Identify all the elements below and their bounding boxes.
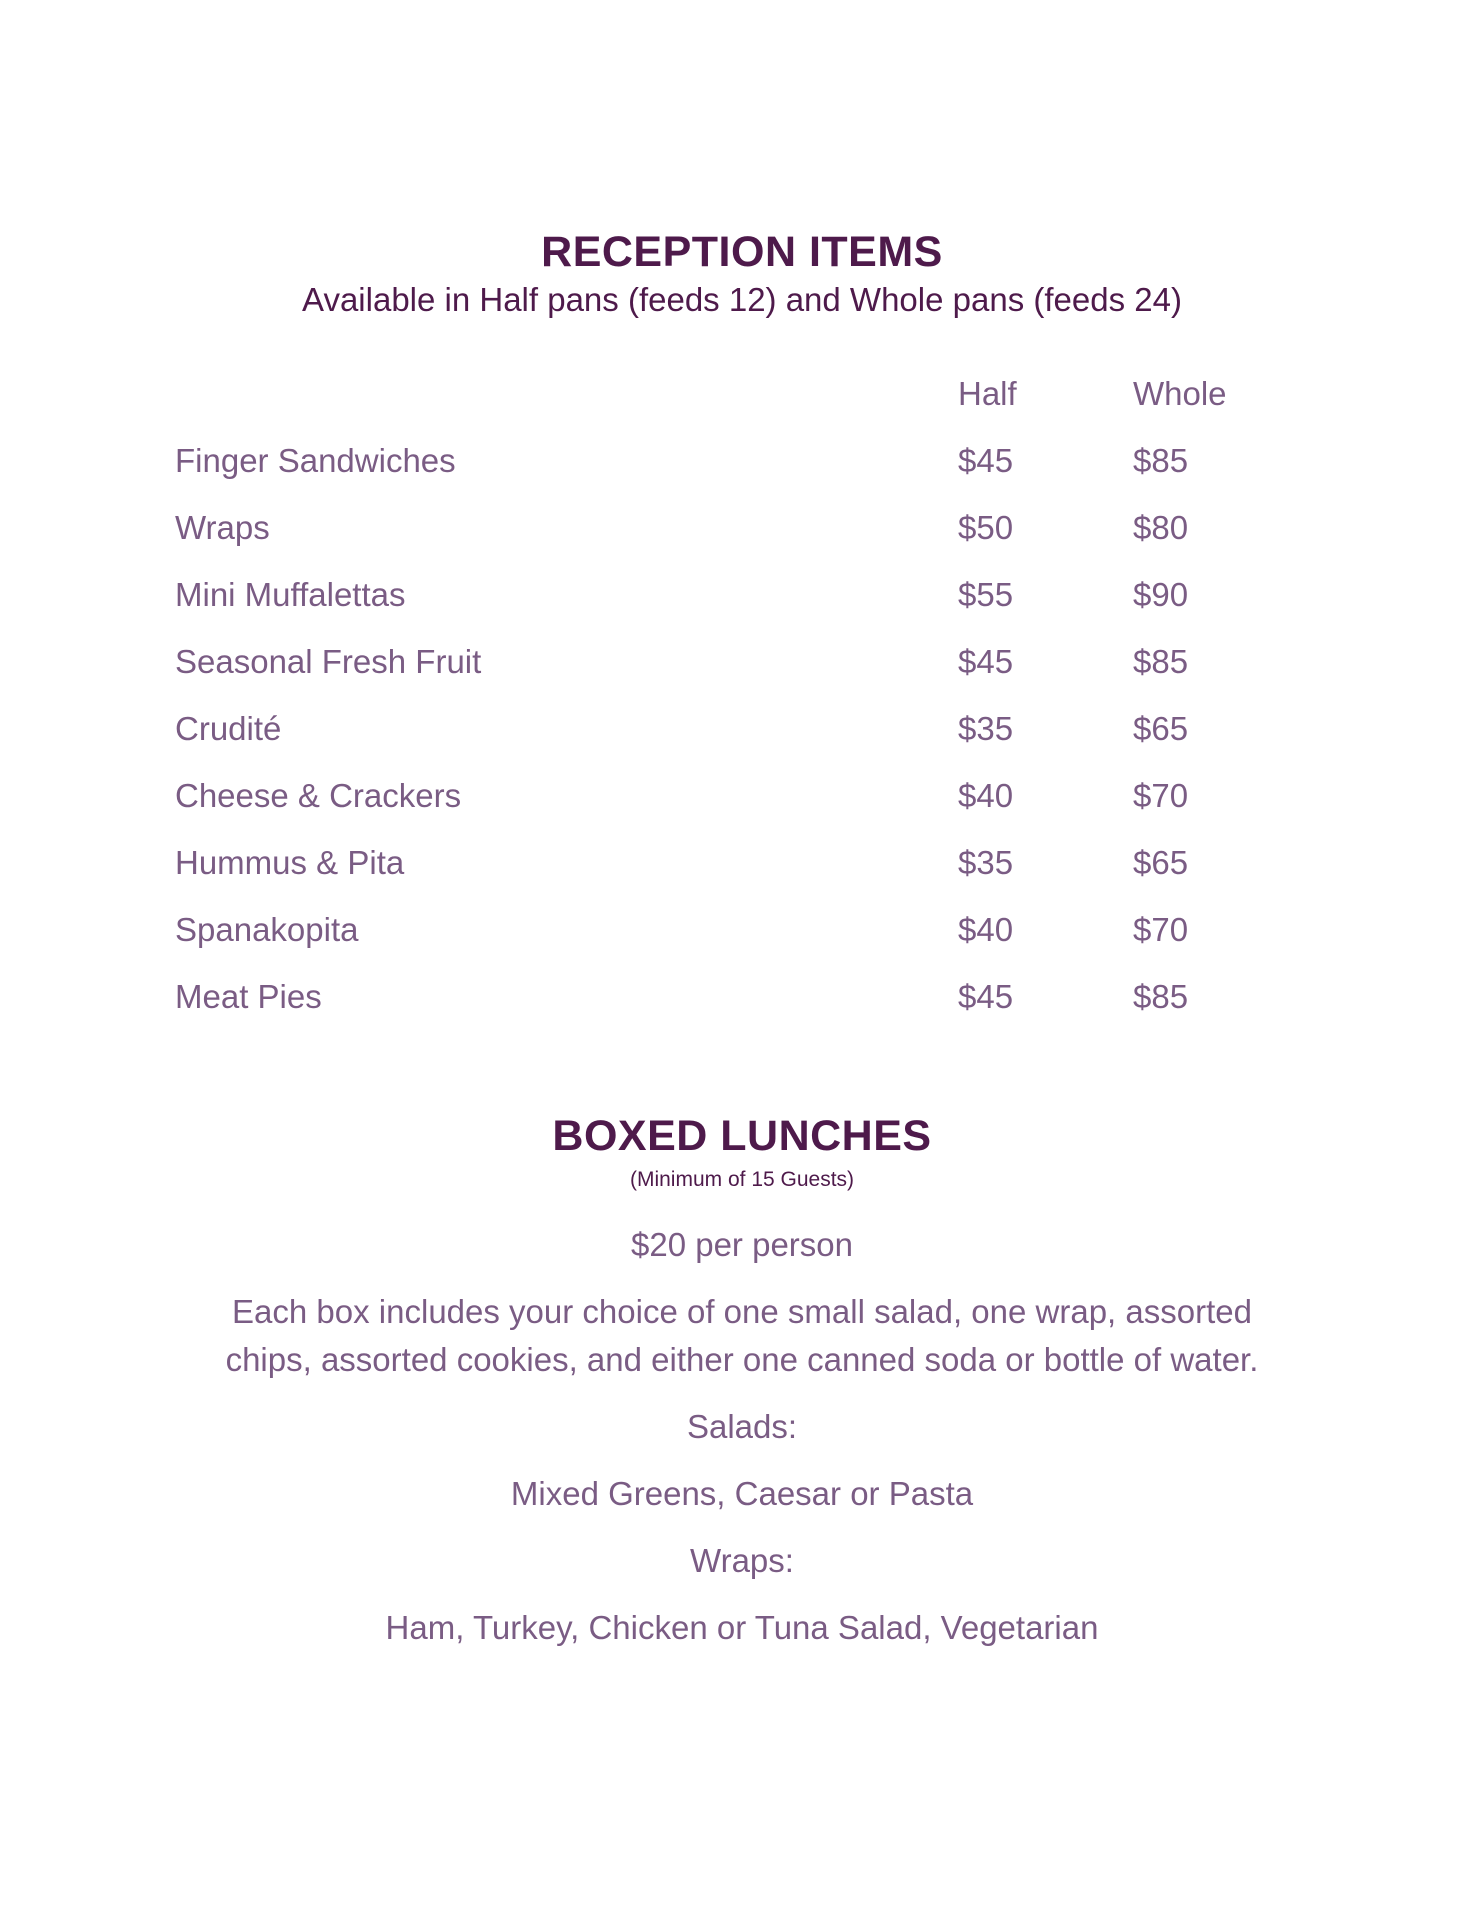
list-item bbox=[0, 576, 1484, 620]
list-item bbox=[0, 777, 1484, 821]
boxed-lunches-minimum: (Minimum of 15 Guests) bbox=[629, 1168, 855, 1191]
list-item bbox=[0, 442, 1484, 486]
half-price: $40 bbox=[958, 777, 1014, 814]
boxed-lunches-title: BOXED LUNCHES bbox=[552, 1112, 932, 1160]
reception-subtitle: Available in Half pans (feeds 12) and Whole pans (feeds 24) bbox=[302, 281, 1182, 318]
boxed-lunches-description-line1: Each box includes your choice of one small salad, one wrap, assorted bbox=[232, 1293, 1252, 1330]
item-name: Spanakopita bbox=[175, 911, 359, 948]
half-price: $45 bbox=[958, 643, 1014, 680]
half-price: $50 bbox=[958, 509, 1014, 546]
item-name: Finger Sandwiches bbox=[175, 442, 456, 479]
half-price: $35 bbox=[958, 844, 1014, 881]
half-price: $35 bbox=[958, 710, 1014, 747]
reception-title: RECEPTION ITEMS bbox=[541, 228, 943, 276]
whole-price: $70 bbox=[1133, 911, 1189, 948]
item-name: Meat Pies bbox=[175, 978, 322, 1015]
item-name: Seasonal Fresh Fruit bbox=[175, 643, 482, 680]
salads-label: Salads: bbox=[686, 1408, 798, 1445]
item-name: Wraps bbox=[175, 509, 270, 546]
wraps-options: Ham, Turkey, Chicken or Tuna Salad, Vegetarian bbox=[385, 1609, 1099, 1646]
item-name: Hummus & Pita bbox=[175, 844, 405, 881]
whole-price: $70 bbox=[1133, 777, 1189, 814]
whole-price: $85 bbox=[1133, 442, 1189, 479]
whole-price: $80 bbox=[1133, 509, 1189, 546]
boxed-lunches-price: $20 per person bbox=[631, 1226, 853, 1263]
whole-price: $90 bbox=[1133, 576, 1189, 613]
list-item bbox=[0, 844, 1484, 888]
whole-price: $65 bbox=[1133, 844, 1189, 881]
half-price: $55 bbox=[958, 576, 1014, 613]
half-price: $40 bbox=[958, 911, 1014, 948]
half-price: $45 bbox=[958, 978, 1014, 1015]
list-item bbox=[0, 643, 1484, 687]
item-name: Mini Muffalettas bbox=[175, 576, 406, 613]
item-name: Cheese & Crackers bbox=[175, 777, 462, 814]
column-header-half: Half bbox=[958, 375, 1017, 412]
wraps-label: Wraps: bbox=[690, 1542, 794, 1579]
whole-price: $85 bbox=[1133, 643, 1189, 680]
boxed-lunches-description-line2: chips, assorted cookies, and either one canned soda or bottle of water. bbox=[225, 1341, 1259, 1378]
salads-options: Mixed Greens, Caesar or Pasta bbox=[510, 1475, 974, 1512]
list-item bbox=[0, 710, 1484, 754]
list-item bbox=[0, 911, 1484, 955]
column-header-whole: Whole bbox=[1133, 375, 1227, 412]
item-name: Crudité bbox=[175, 710, 282, 747]
list-item bbox=[0, 509, 1484, 553]
list-item bbox=[0, 978, 1484, 1022]
whole-price: $85 bbox=[1133, 978, 1189, 1015]
half-price: $45 bbox=[958, 442, 1014, 479]
whole-price: $65 bbox=[1133, 710, 1189, 747]
